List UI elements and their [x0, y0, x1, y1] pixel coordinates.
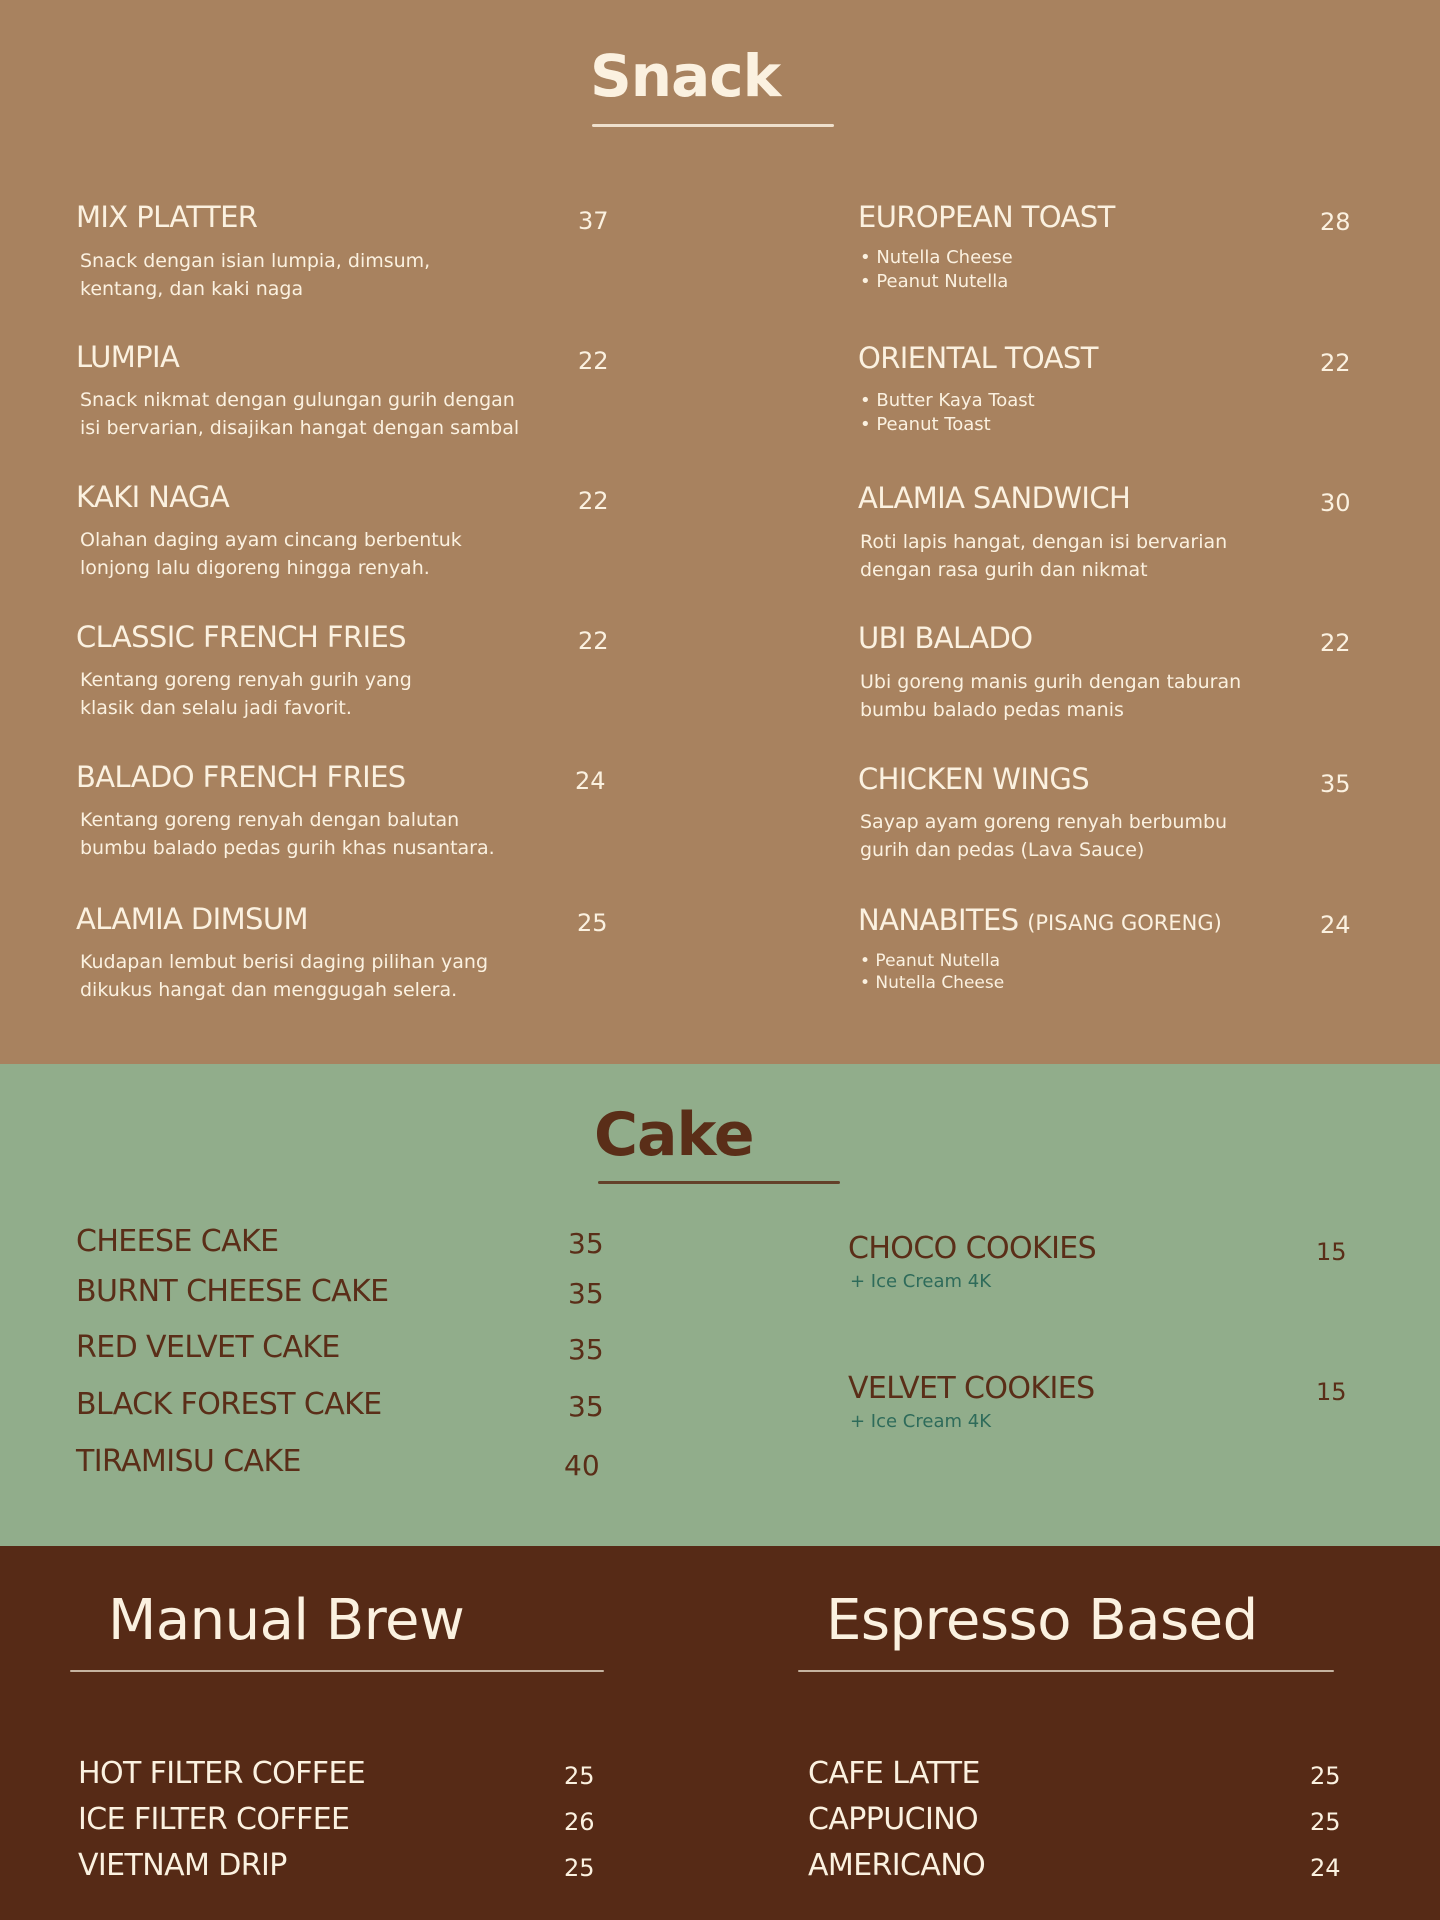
description-line: Roti lapis hangat, dengan isi bervarian	[860, 531, 1228, 553]
snack-title: Snack	[590, 42, 781, 110]
item-name: MIX PLATTER	[76, 200, 258, 234]
item-price: 25	[564, 1762, 595, 1790]
description-line: klasik dan selalu jadi favorit.	[80, 697, 352, 719]
item-price: 22	[1320, 349, 1351, 377]
description-line: Ubi goreng manis gurih dengan taburan	[860, 671, 1242, 693]
item-price: 22	[578, 627, 609, 655]
item-description	[80, 247, 600, 303]
item-variants	[860, 950, 1004, 994]
item-description	[80, 666, 600, 722]
description-line: dengan rasa gurih dan nikmat	[860, 559, 1148, 581]
item-name: CHOCO COOKIES	[848, 1231, 1097, 1266]
manual-brew-underline	[70, 1670, 604, 1672]
item-price: 22	[1320, 629, 1351, 657]
item-name: TIRAMISU CAKE	[76, 1444, 301, 1479]
item-price: 24	[1310, 1854, 1341, 1882]
item-name: CHEESE CAKE	[76, 1224, 279, 1259]
item-price: 22	[578, 487, 609, 515]
item-name: CLASSIC FRENCH FRIES	[76, 620, 406, 654]
item-price: 25	[1310, 1808, 1341, 1836]
variant-line: • Peanut Nutella	[860, 951, 1001, 971]
item-price: 22	[578, 347, 609, 375]
description-line: dikukus hangat dan menggugah selera.	[80, 979, 458, 1001]
description-line: Sayap ayam goreng renyah berbumbu	[860, 811, 1228, 833]
item-price: 35	[568, 1227, 604, 1260]
description-line: kentang, dan kaki naga	[80, 278, 304, 300]
item-price: 24	[1320, 911, 1351, 939]
item-name: EUROPEAN TOAST	[858, 200, 1115, 234]
item-addon: + Ice Cream 4K	[850, 1271, 991, 1292]
item-name: VELVET COOKIES	[848, 1371, 1095, 1406]
item-name: LUMPIA	[76, 340, 180, 374]
espresso-based-underline	[798, 1670, 1334, 1672]
item-name: ORIENTAL TOAST	[858, 341, 1098, 375]
item-price: 15	[1316, 1238, 1347, 1266]
cake-title-underline	[598, 1181, 840, 1184]
item-description	[80, 806, 600, 862]
item-variants	[860, 246, 1013, 294]
item-price: 35	[1320, 770, 1351, 798]
item-name: ICE FILTER COFFEE	[78, 1802, 350, 1837]
item-name: ALAMIA SANDWICH	[858, 481, 1131, 515]
item-name: BALADO FRENCH FRIES	[76, 760, 406, 794]
item-name: AMERICANO	[808, 1848, 986, 1883]
item-description	[860, 668, 1380, 724]
variant-line: • Peanut Toast	[860, 414, 991, 435]
item-price: 35	[568, 1390, 604, 1423]
variant-line: • Peanut Nutella	[860, 271, 1009, 292]
item-addon: + Ice Cream 4K	[850, 1411, 991, 1432]
description-line: Kudapan lembut berisi daging pilihan yang	[80, 951, 489, 973]
description-line: Olahan daging ayam cincang berbentuk	[80, 529, 462, 551]
item-price: 35	[568, 1277, 604, 1310]
item-price: 26	[564, 1808, 595, 1836]
manual-brew-title: Manual Brew	[108, 1588, 465, 1653]
item-price: 25	[1310, 1762, 1341, 1790]
item-name: VIETNAM DRIP	[78, 1848, 287, 1883]
coffee-section	[0, 1546, 1440, 1920]
item-description	[80, 526, 600, 582]
description-line: gurih dan pedas (Lava Sauce)	[860, 839, 1145, 861]
item-price: 24	[575, 767, 606, 795]
item-name: CHICKEN WINGS	[858, 762, 1090, 796]
item-price: 30	[1320, 489, 1351, 517]
item-name: UBI BALADO	[858, 621, 1033, 655]
item-name-main: NANABITES	[858, 903, 1019, 937]
item-price: 25	[564, 1854, 595, 1882]
description-line: lonjong lalu digoreng hingga renyah.	[80, 557, 430, 579]
description-line: Snack nikmat dengan gulungan gurih dengan	[80, 389, 515, 411]
item-price: 28	[1320, 208, 1351, 236]
item-description	[80, 386, 600, 442]
item-name	[858, 903, 1222, 937]
item-variants	[860, 389, 1035, 437]
variant-line: • Nutella Cheese	[860, 247, 1013, 268]
item-name: BLACK FOREST CAKE	[76, 1387, 382, 1422]
item-name: RED VELVET CAKE	[76, 1330, 340, 1365]
description-line: bumbu balado pedas gurih khas nusantara.	[80, 837, 495, 859]
item-description	[80, 948, 600, 1004]
item-price: 40	[564, 1449, 600, 1482]
espresso-based-title: Espresso Based	[826, 1588, 1258, 1653]
item-name: BURNT CHEESE CAKE	[76, 1274, 389, 1309]
item-price: 25	[577, 909, 608, 937]
item-name: HOT FILTER COFFEE	[78, 1756, 366, 1791]
item-name: CAPPUCINO	[808, 1802, 979, 1837]
description-line: bumbu balado pedas manis	[860, 699, 1124, 721]
snack-title-underline	[592, 124, 834, 127]
item-name: KAKI NAGA	[76, 480, 230, 514]
item-description	[860, 528, 1380, 584]
description-line: Kentang goreng renyah gurih yang	[80, 669, 412, 691]
item-description	[860, 808, 1380, 864]
cake-section	[0, 1064, 1440, 1546]
item-name: CAFE LATTE	[808, 1756, 980, 1791]
item-price: 15	[1316, 1378, 1347, 1406]
item-price: 35	[568, 1333, 604, 1366]
cake-title: Cake	[594, 1100, 754, 1170]
variant-line: • Butter Kaya Toast	[860, 390, 1035, 411]
variant-line: • Nutella Cheese	[860, 973, 1005, 993]
description-line: Snack dengan isian lumpia, dimsum,	[80, 250, 431, 272]
description-line: isi bervarian, disajikan hangat dengan sambal	[80, 417, 520, 439]
item-name-note: (PISANG GORENG)	[1027, 911, 1222, 935]
description-line: Kentang goreng renyah dengan balutan	[80, 809, 460, 831]
item-price: 37	[578, 207, 609, 235]
item-name: ALAMIA DIMSUM	[76, 902, 308, 936]
